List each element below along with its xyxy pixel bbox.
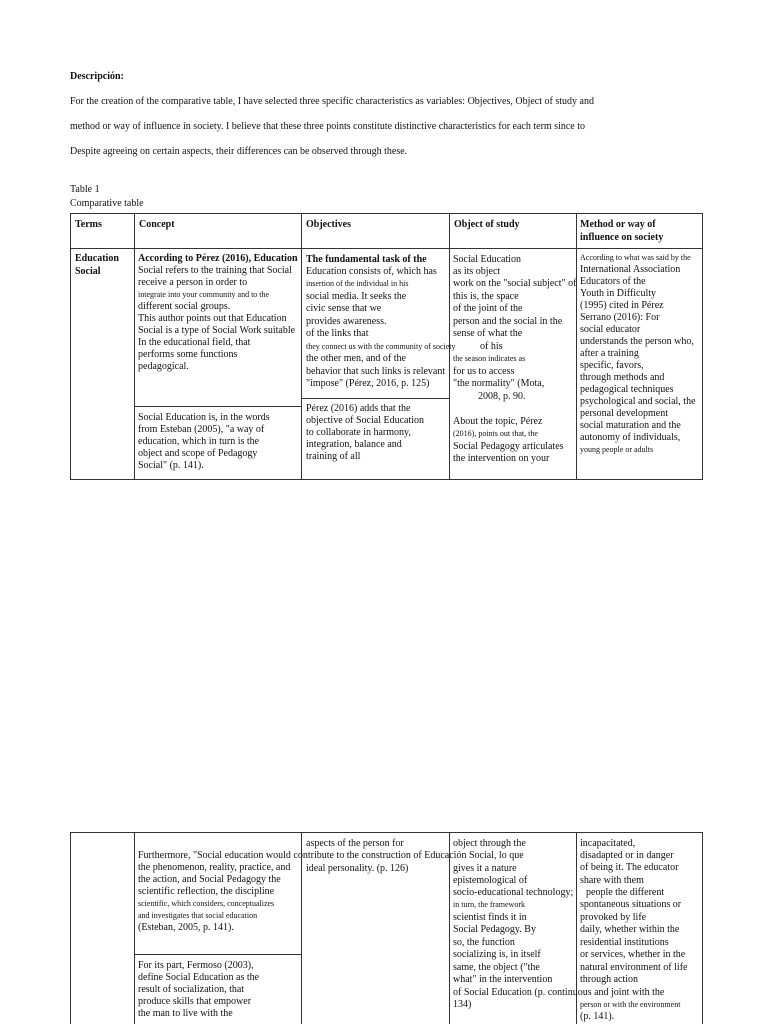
table-label: Table 1: [70, 184, 100, 195]
term-education-social: Education Social: [75, 253, 119, 277]
objectives-cell-b: Pérez (2016) adds that the objective of Social Education to collaborate in harmony, integration, balance and training of all: [306, 403, 425, 462]
concept-cell-d: For its part, Fermoso (2003), define Social Education as the result of socialization, that produce skills that empower the man to live with the: [138, 960, 260, 1019]
header-terms: Terms: [75, 219, 102, 230]
objectives-cell-c-2: ideal personality. (p. 126): [306, 863, 409, 874]
method-cell: According to what was said by the International Association Educators of the Youth in Difficulty (1995) cited in Pérez Serrano (2016): For social educator understands the person who, after a training specific, favors, through methods and pedagogical techniques psychological and social, the personal development social maturation and the autonomy of individuals, young people or adults: [580, 253, 696, 454]
concept-cell-b: Social Education is, in the words from Esteban (2005), "a way of education, which in turn is the object and scope of Pedagogy Social" (p. 141).: [138, 412, 270, 471]
intro-line-2: method or way of influence in society. I believe that these three points constitute distinctive characteristics for each term since to: [70, 121, 586, 132]
concept-cell-c: Furthermore, "Social education would contribute to the construction of Educación Social, lo que the phenomenon, reality, practice, and the action, and Social Pedagogy the scientific reflection, the discipline scientific, which considers, conceptualizes and investigates that social education (Esteban, 2005, p. 141).: [138, 850, 524, 933]
intro-line-3: Despite agreeing on certain aspects, their differences can be observed through these.: [70, 146, 408, 157]
objectives-cell-c: aspects of the person for: [306, 838, 404, 849]
header-concept: Concept: [139, 219, 175, 230]
intro-line-1: For the creation of the comparative table, I have selected three specific characteristics as variables: Objectives, Object of study and: [70, 96, 594, 107]
header-objectives: Objectives: [306, 219, 351, 230]
header-object-of-study: Object of study: [454, 219, 520, 230]
header-method: Method or way of influence on society: [580, 219, 664, 243]
table-title: Comparative table: [70, 198, 144, 209]
concept-cell-a: According to Pérez (2016), Education Social refers to the training that Social receive a person in order to integrate into your community and to the different social groups. This author points out that Education Social is a type of Social Work suitable In the educational field, that performs some functions pedagogical.: [138, 253, 298, 372]
description-heading: Descripción:: [70, 71, 124, 82]
